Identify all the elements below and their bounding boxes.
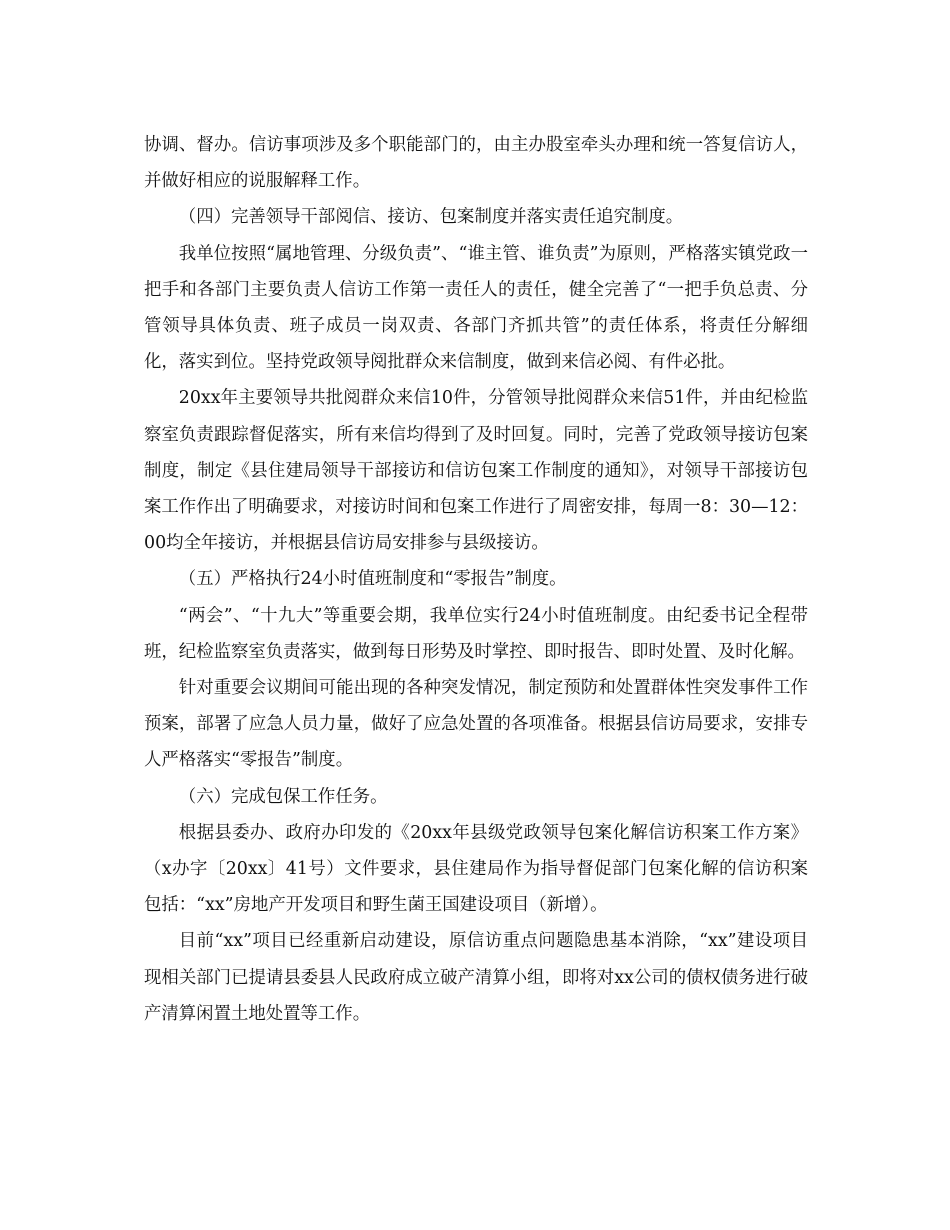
paragraph-4: “两会”、“十九大”等重要会期，我单位实行24小时值班制度。由纪委书记全程带班，纪检监察室负责落实，做到每日形势及时掌控、即时报告、即时处置、及时化解。 [144, 605, 808, 662]
paragraph-7: 目前“xx”项目已经重新启动建设，原信访重点问题隐患基本消除，“xx”建设项目现相关部门已提请县委县人民政府成立破产清算小组，即将对xx公司的债权债务进行破产清算闲置土地处置等工作。 [144, 931, 808, 1024]
paragraph-6: 根据县委办、政府办印发的《20xx年县级党政领导包案化解信访积案工作方案》（x办字〔20xx〕41号）文件要求，县住建局作为指导督促部门包案化解的信访积案包括：“xx”房地产开发项目和野生菌王国建设项目（新增）。 [144, 822, 808, 916]
paragraph-5: 针对重要会议期间可能出现的各种突发情况，制定预防和处置群体性突发事件工作预案，部署了应急人员力量，做好了应急处置的各项准备。根据县信访局要求，安排专人严格落实“零报告”制度。 [144, 678, 808, 771]
paragraph-3: 20xx年主要领导共批阅群众来信10件，分管领导批阅群众来信51件，并由纪检监察室负责跟踪督促落实，所有来信均得到了及时回复。同时，完善了党政领导接访包案制度，制定《县住建局领导干部接访和信访包案工作制度的通知》，对领导干部接访包案工作作出了明确要求，对接访时间和包案工作进行了周密安排，每周一8：30—12：00均全年接访，并根据县信访局安排参与县级接访。 [144, 388, 808, 554]
section-heading-5: （五）严格执行24小时值班制度和“零报告”制度。 [178, 569, 567, 590]
section-heading-6: （六）完成包保工作任务。 [178, 786, 388, 807]
paragraph-1: 协调、督办。信访事项涉及多个职能部门的，由主办股室牵头办理和统一答复信访人，并做好相应的说服解释工作。 [144, 135, 808, 192]
section-heading-4: （四）完善领导干部阅信、接访、包案制度并落实责任追究制度。 [178, 207, 684, 228]
paragraph-2: 我单位按照“属地管理、分级负责”、“谁主管、谁负责”为原则，严格落实镇党政一把手和各部门主要负责人信访工作第一责任人的责任，健全完善了“一把手负总责、分管领导具体负责、班子成员一岗双责、各部门齐抓共管”的责任体系，将责任分解细化，落实到位。坚持党政领导阅批群众来信制度，做到来信必阅、有件必批。 [144, 243, 808, 373]
document-body [144, 127, 808, 1032]
